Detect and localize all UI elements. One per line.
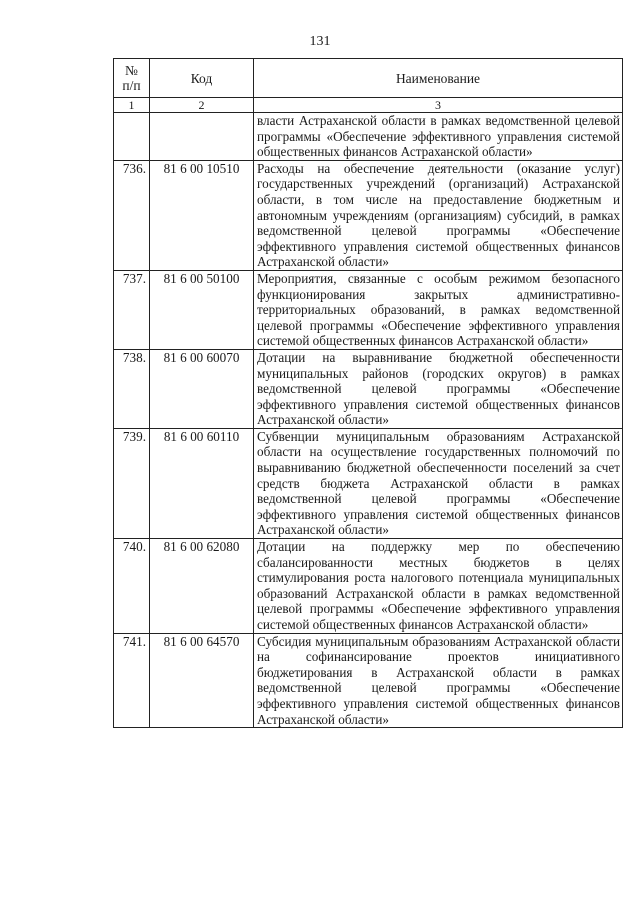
budget-classification-table bbox=[113, 58, 623, 728]
row-num: 736. bbox=[114, 160, 150, 270]
table-row bbox=[114, 270, 623, 349]
table-row bbox=[114, 113, 623, 161]
header-name: Наименование bbox=[254, 59, 623, 98]
row-name: Дотации на поддержку мер по обеспечению сбалансированности местных бюджетов в целях стимулирования роста налогового потенциала муниципальных образований Астраханской области в рамках ведомственной целевой программы «Обеспечение эффективного управления системой общественных финансов Астраханской области» bbox=[254, 539, 623, 634]
row-code bbox=[150, 113, 254, 161]
row-name: Субсидия муниципальным образованиям Астраханской области на софинансирование проектов инициативного бюджетирования в Астраханской области в рамках ведомственной целевой программы «Обеспечение эффективного управления системой общественных финансов Астраханской области» bbox=[254, 633, 623, 728]
row-name: Расходы на обеспечение деятельности (оказание услуг) государственных учреждений (организаций) Астраханской области, в том числе на предоставление бюджетным и автономным учреждениям (организациям) субсидий, в рамках ведомственной целевой программы «Обеспечение эффективного управления системой общественных финансов Астраханской области» bbox=[254, 160, 623, 270]
row-code: 81 6 00 10510 bbox=[150, 160, 254, 270]
row-num bbox=[114, 113, 150, 161]
row-num: 739. bbox=[114, 428, 150, 538]
table-row bbox=[114, 160, 623, 270]
row-code: 81 6 00 64570 bbox=[150, 633, 254, 728]
row-code: 81 6 00 60070 bbox=[150, 349, 254, 428]
table-row bbox=[114, 633, 623, 728]
row-num: 737. bbox=[114, 270, 150, 349]
row-name: Субвенции муниципальным образованиям Астраханской области на осуществление государственных полномочий по выравниванию бюджетной обеспеченности поселений за счет средств бюджета Астраханской области в рамках ведомственной целевой программы «Обеспечение эффективного управления системой общественных финансов Астраханской области» bbox=[254, 428, 623, 538]
row-num: 741. bbox=[114, 633, 150, 728]
row-code: 81 6 00 50100 bbox=[150, 270, 254, 349]
table-header-row bbox=[114, 59, 623, 98]
table-row bbox=[114, 349, 623, 428]
table-row bbox=[114, 428, 623, 538]
row-code: 81 6 00 62080 bbox=[150, 539, 254, 634]
row-name: власти Астраханской области в рамках ведомственной целевой программы «Обеспечение эффективного управления системой общественных финансов Астраханской области» bbox=[254, 113, 623, 161]
row-code: 81 6 00 60110 bbox=[150, 428, 254, 538]
index-3: 3 bbox=[254, 98, 623, 113]
header-num: № п/п bbox=[114, 59, 150, 98]
index-1: 1 bbox=[114, 98, 150, 113]
row-num: 740. bbox=[114, 539, 150, 634]
row-name: Мероприятия, связанные с особым режимом безопасного функционирования закрытых административно-территориальных образований, в рамках ведомственной целевой программы «Обеспечение эффективного управления системой общественных финансов Астраханской области» bbox=[254, 270, 623, 349]
column-index-row bbox=[114, 98, 623, 113]
row-num: 738. bbox=[114, 349, 150, 428]
index-2: 2 bbox=[150, 98, 254, 113]
row-name: Дотации на выравнивание бюджетной обеспеченности муниципальных районов (городских округов) в рамках ведомственной целевой программы «Обеспечение эффективного управления системой общественных финансов Астраханской области» bbox=[254, 349, 623, 428]
page-number: 131 bbox=[309, 34, 331, 49]
table-row bbox=[114, 539, 623, 634]
header-code: Код bbox=[150, 59, 254, 98]
